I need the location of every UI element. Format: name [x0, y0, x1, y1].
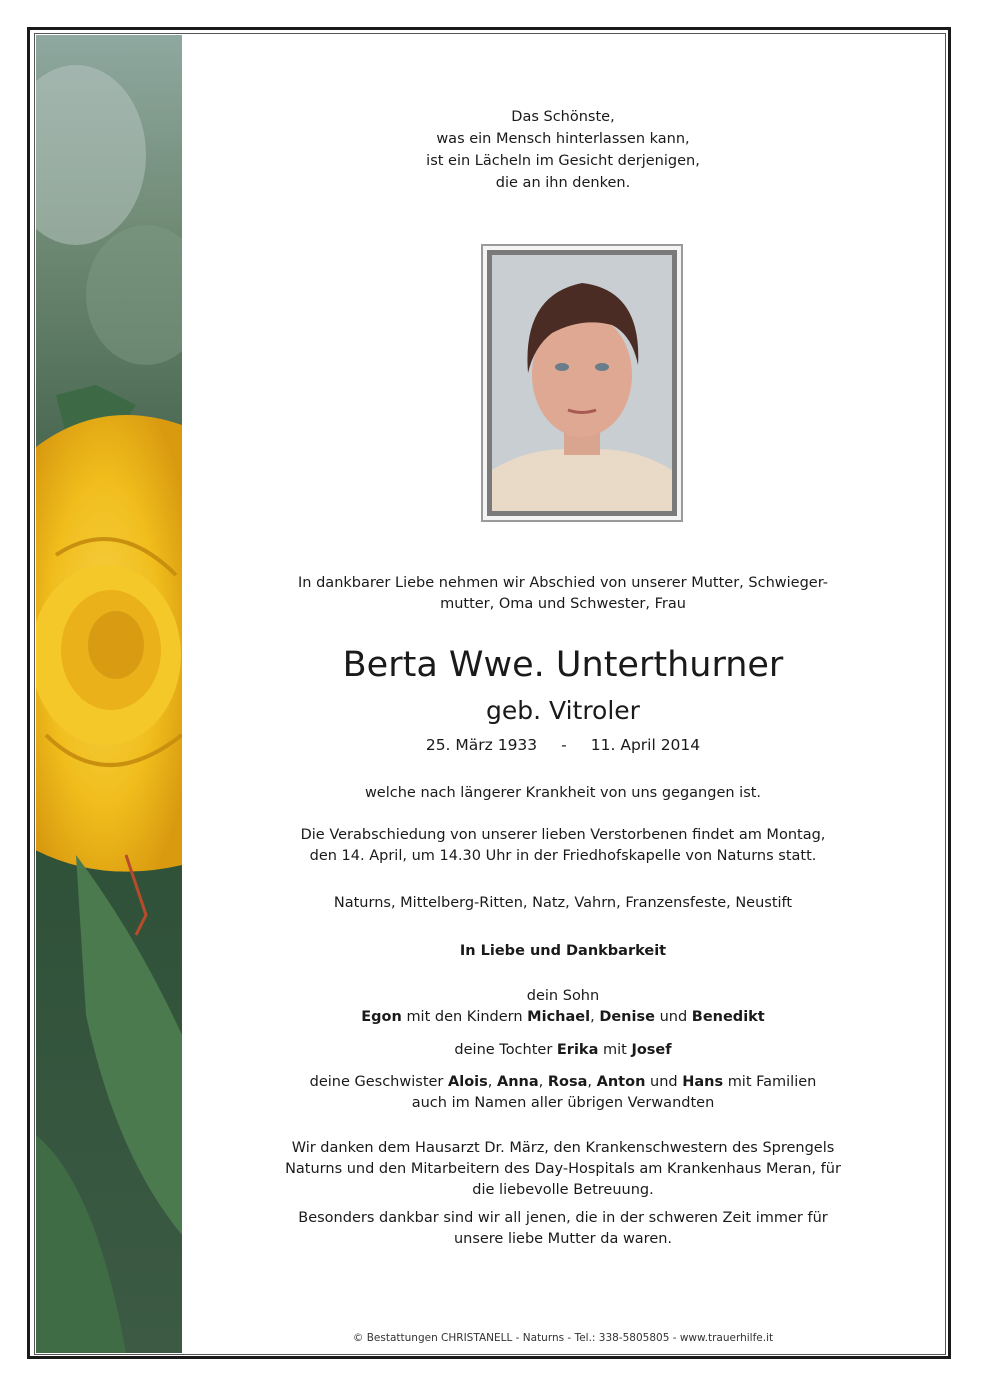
- birth-date: 25. März 1933: [425, 736, 538, 754]
- life-dates: [182, 735, 944, 756]
- sibling-name: Anton: [596, 1074, 646, 1090]
- quote-line: ist ein Lächeln im Gesicht derjenigen,: [426, 153, 700, 169]
- text-fragment: deine Tochter: [454, 1042, 553, 1058]
- notice-content: [182, 35, 944, 1353]
- text-fragment: und: [659, 1009, 688, 1025]
- grandchild-name: Benedikt: [691, 1009, 765, 1025]
- son-line: [182, 1007, 944, 1028]
- text-fragment: ,: [590, 1009, 595, 1025]
- footer-credit: © Bestattungen CHRISTANELL - Naturns - Tel.: 338-5805805 - www.trauerhilfe.it: [352, 1332, 774, 1344]
- mourners-siblings: [182, 1072, 944, 1114]
- date-separator: -: [561, 736, 567, 754]
- text-fragment: und: [650, 1074, 678, 1090]
- places-list: Naturns, Mittelberg-Ritten, Natz, Vahrn, Franzensfeste, Neustift: [333, 895, 793, 911]
- mourners-son: [182, 986, 944, 1028]
- sibling-name: Rosa: [547, 1074, 588, 1090]
- text-fragment: mit den Kindern: [406, 1009, 523, 1025]
- mourners-daughter: [182, 1040, 944, 1061]
- grandchild-name: Denise: [599, 1009, 655, 1025]
- love-heading: In Liebe und Dankbarkeit: [459, 943, 667, 959]
- sibling-name: Anna: [496, 1074, 539, 1090]
- intro-line: In dankbarer Liebe nehmen wir Abschied von unserer Mutter, Schwieger-: [298, 575, 828, 591]
- yellow-rose-image: [36, 35, 182, 1353]
- portrait-frame: [481, 244, 683, 522]
- passing-note: welche nach längerer Krankheit von uns gegangen ist.: [364, 785, 762, 801]
- thanks-line: die liebevolle Betreuung.: [472, 1182, 654, 1198]
- portrait-mat: [487, 250, 677, 516]
- farewell-line: den 14. April, um 14.30 Uhr in der Friedhofskapelle von Naturns statt.: [309, 848, 817, 864]
- text-fragment: deine Geschwister: [309, 1074, 444, 1090]
- sibling-name: Alois: [448, 1074, 488, 1090]
- grandchild-name: Michael: [527, 1009, 591, 1025]
- intro-line: mutter, Oma und Schwester, Frau: [440, 596, 686, 612]
- quote-line: Das Schönste,: [511, 109, 615, 125]
- special-thanks-line: unsere liebe Mutter da waren.: [453, 1231, 673, 1247]
- quote-line: was ein Mensch hinterlassen kann,: [436, 131, 690, 147]
- thanks-line: Naturns und den Mitarbeitern des Day-Hospitals am Krankenhaus Meran, für: [285, 1161, 841, 1177]
- deceased-name: Berta Wwe. Unterthurner: [342, 645, 784, 685]
- sibling-name: Hans: [682, 1074, 724, 1090]
- text-fragment: mit Familien: [727, 1074, 817, 1090]
- special-thanks-text: [182, 1208, 944, 1250]
- quote-line: die an ihn denken.: [495, 175, 631, 191]
- death-date: 11. April 2014: [590, 736, 701, 754]
- relatives-line: auch im Namen aller übrigen Verwandten: [411, 1095, 715, 1111]
- siblings-line: deine Geschwister Alois, Anna, Rosa, Anton und Hans mit Familien: [309, 1074, 817, 1090]
- partner-name: Josef: [631, 1042, 672, 1058]
- intro-text: [182, 573, 944, 615]
- memorial-quote: [182, 107, 944, 195]
- thanks-line: Wir danken dem Hausarzt Dr. März, den Krankenschwestern des Sprengels: [291, 1140, 835, 1156]
- son-name: Egon: [361, 1009, 402, 1025]
- maiden-name: geb. Vitroler: [486, 696, 640, 725]
- farewell-info: [182, 825, 944, 867]
- son-label: dein Sohn: [526, 988, 600, 1004]
- text-fragment: mit: [602, 1042, 627, 1058]
- portrait-photo: [492, 255, 672, 511]
- thanks-text: [182, 1138, 944, 1201]
- daughter-name: Erika: [556, 1042, 599, 1058]
- farewell-line: Die Verabschiedung von unserer lieben Verstorbenen findet am Montag,: [300, 827, 826, 843]
- special-thanks-line: Besonders dankbar sind wir all jenen, die in der schweren Zeit immer für: [298, 1210, 828, 1226]
